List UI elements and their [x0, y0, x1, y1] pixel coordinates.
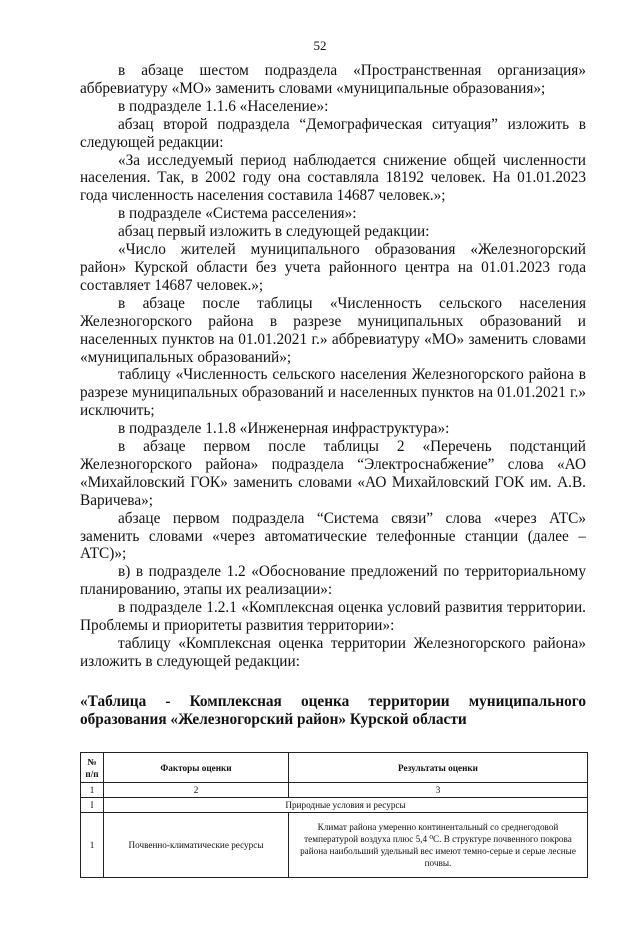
paragraph: в абзаце шестом подраздела «Пространственная организация» аббревиатуру «МО» заменить словами «муниципальные образования»;	[80, 62, 586, 97]
table-caption	[80, 693, 586, 729]
table-header-row	[81, 753, 588, 783]
paragraph: в подразделе 1.1.6 «Население»:	[118, 97, 329, 115]
header-results: Результаты оценки	[289, 753, 588, 783]
paragraph: таблицу «Комплексная оценка территории Железногорского района» изложить в следующей редакции:	[80, 635, 586, 670]
paragraph: «За исследуемый период наблюдается снижение общей численности населения. Так, в 2002 году она составляла 18192 человек. На 01.01.2023 года численность населения составила 14687 человек.»;	[80, 151, 586, 205]
paragraph: абзац первый изложить в следующей редакции:	[118, 223, 430, 241]
index-cell: 1	[81, 783, 104, 798]
paragraph: в) в подразделе 1.2 «Обоснование предложений по территориальному планированию, этапы их реализации»:	[80, 563, 586, 599]
paragraph: в абзаце первом после таблицы 2 «Перечень подстанций Железногорского района» подраздела “Электроснабжение” слова «АО «Михайловский ГОК» заменить словами «АО Михайловский ГОК им. А.В. Варичева»;	[80, 438, 586, 509]
table-row	[81, 813, 588, 878]
amendment-text	[80, 62, 586, 671]
header-factors: Факторы оценки	[104, 753, 289, 783]
paragraph: «Число жителей муниципального образования «Железногорский район» Курской области без учета районного центра на 01.01.2023 года составляет 14687 человек.»;	[80, 241, 586, 294]
paragraph: в подразделе 1.2.1 «Комплексная оценка условий развития территории. Проблемы и приоритеты развития территории»:	[80, 599, 586, 635]
assessment-table	[80, 752, 588, 878]
row-number: 1	[81, 813, 104, 878]
index-cell: 2	[104, 783, 289, 798]
table-section-row	[81, 798, 588, 813]
header-number: № п/п	[81, 753, 104, 783]
paragraph: абзац второй подраздела “Демографическая ситуация” изложить в следующей редакции:	[80, 115, 586, 151]
paragraph: в подразделе «Система расселения»:	[118, 205, 357, 223]
table-caption-text: «Таблица - Комплексная оценка территории муниципального образования «Железногорский район» Курской области	[80, 693, 586, 728]
section-number: I	[81, 798, 104, 813]
page-number: 52	[313, 38, 327, 53]
index-cell: 3	[289, 783, 588, 798]
paragraph: таблицу «Численность сельского населения Железногорского района в разрезе муниципальных образований и населенных пунктов на 01.01.2021 г.» исключить;	[80, 366, 586, 420]
paragraph: в подразделе 1.1.8 «Инженерная инфраструктура»:	[118, 420, 450, 438]
table-index-row	[81, 783, 588, 798]
row-factor: Почвенно-климатические ресурсы	[104, 813, 289, 878]
paragraph: в абзаце после таблицы «Численность сельского населения Железногорского района в разрезе муниципальных образований и населенных пунктов на 01.01.2021 г.» аббревиатуру «МО» заменить словами «муниципальных образований»;	[80, 294, 586, 366]
row-result: Климат района умеренно континентальный со среднегодовой температурой воздуха плюс 5,4 ⁰С. В структуре почвенного покрова района наибольший удельный вес имеют темно-серые и серые лесные почвы.	[289, 813, 588, 878]
paragraph: абзаце первом подраздела “Система связи” слова «через АТС» заменить словами «через автоматические телефонные станции (далее – АТС)»;	[80, 509, 586, 563]
section-title: Природные условия и ресурсы	[104, 798, 588, 813]
